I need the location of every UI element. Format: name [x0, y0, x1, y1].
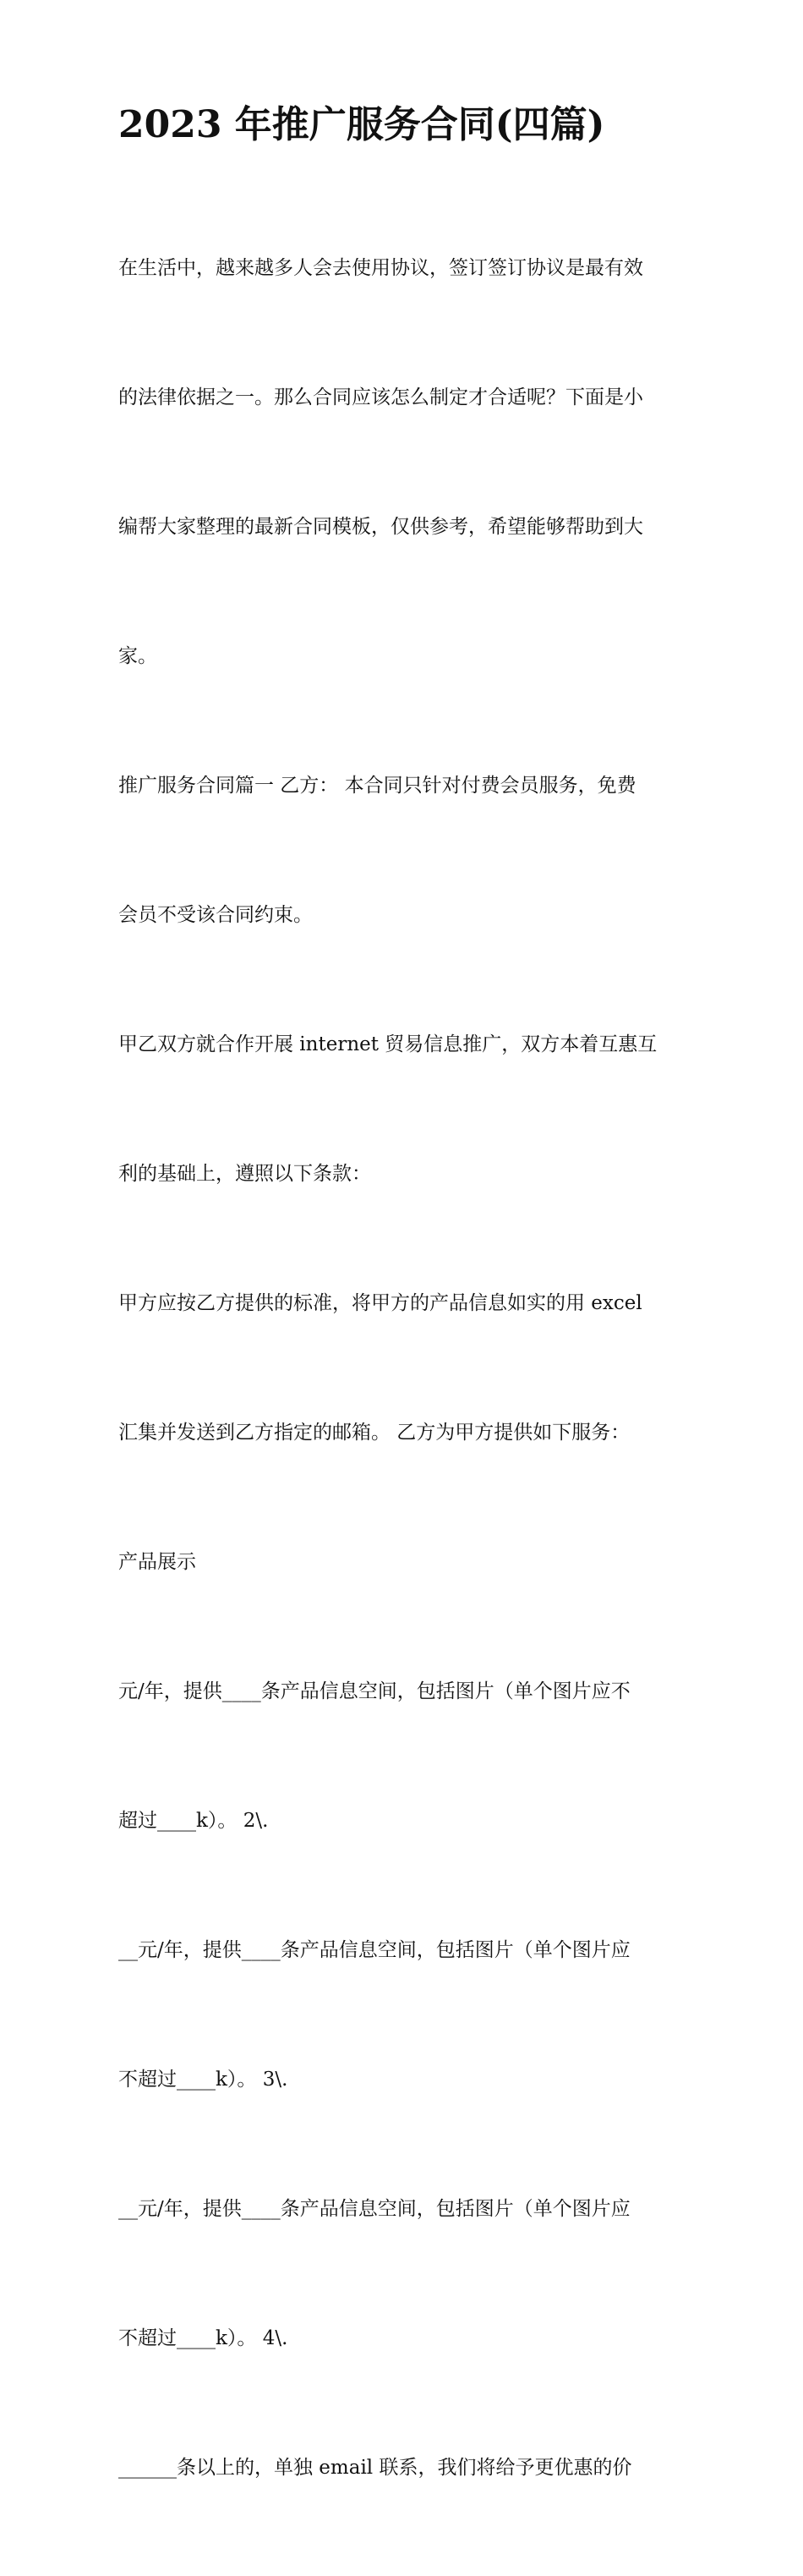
text-line: 编帮大家整理的最新合同模板，仅供参考，希望能够帮助到大 [118, 516, 643, 538]
text-line: 不超过____k）。 3\. [118, 2069, 288, 2091]
text-line: 利的基础上，遵照以下条款： [118, 1163, 371, 1185]
page-title: 2023 年推广服务合同(四篇) [118, 103, 605, 146]
text-line: 产品展示 [118, 1551, 196, 1573]
text-line: 推广服务合同篇一 乙方： 本合同只针对付费会员服务，免费 [118, 775, 636, 797]
body-text [118, 161, 689, 2576]
text-line: 不超过____k）。 4\. [118, 2327, 288, 2349]
text-line: 汇集并发送到乙方指定的邮箱。 乙方为甲方提供如下服务： [118, 1422, 631, 1444]
document-page [118, 100, 689, 2576]
text-line: 的法律依据之一。那么合同应该怎么制定才合适呢？下面是小 [118, 386, 643, 408]
text-line: 家。 [118, 645, 157, 667]
text-line: ______条以上的，单独 email 联系，我们将给予更优惠的价 [118, 2457, 632, 2479]
text-line: __元/年，提供____条产品信息空间，包括图片（单个图片应 [118, 1939, 631, 1961]
text-line: __元/年，提供____条产品信息空间，包括图片（单个图片应 [118, 2198, 631, 2220]
text-line: 在生活中，越来越多人会去使用协议，签订签订协议是最有效 [118, 257, 643, 279]
text-line: 会员不受该合同约束。 [118, 904, 313, 926]
text-line: 超过____k）。 2\. [118, 1810, 269, 1832]
text-line: 甲乙双方就合作开展 internet 贸易信息推广，双方本着互惠互 [118, 1033, 658, 1055]
text-line: 甲方应按乙方提供的标准，将甲方的产品信息如实的用 excel [118, 1292, 642, 1314]
text-line: 元/年，提供____条产品信息空间，包括图片（单个图片应不 [118, 1680, 631, 1702]
